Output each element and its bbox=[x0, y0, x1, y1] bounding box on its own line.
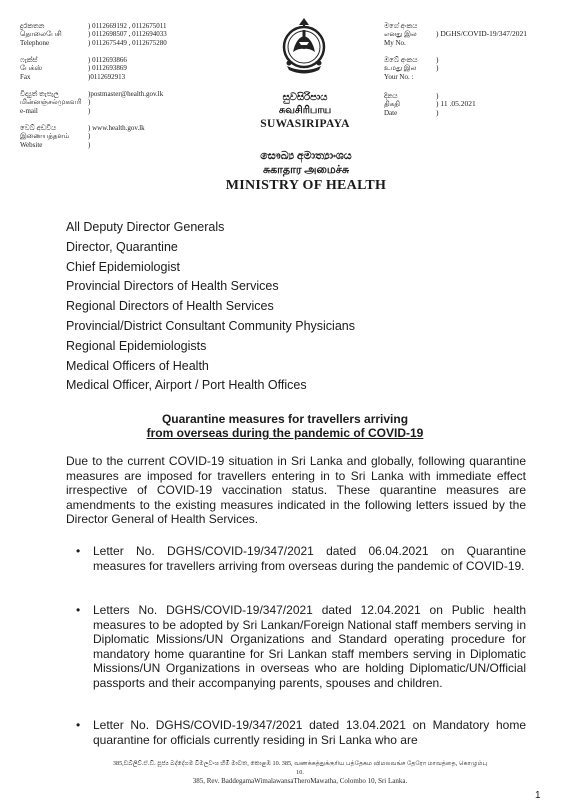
value: ) 0112693869 bbox=[88, 64, 127, 73]
value: ) bbox=[88, 98, 91, 107]
label: இணையத்தளம் bbox=[20, 132, 70, 141]
ref-your-no bbox=[384, 56, 564, 92]
label: Fax bbox=[20, 72, 31, 81]
ministry-ta: சுகாதார அமைச்சு bbox=[262, 164, 350, 176]
value: ) bbox=[436, 55, 439, 64]
value: ) bbox=[436, 91, 439, 100]
label: වෙබ් අඩවිය bbox=[20, 124, 57, 132]
label: உமது இல bbox=[384, 64, 417, 73]
bullet-text: Letters No. DGHS/COVID-19/347/2021 dated 12.04.2021 on Public health measures to be adopted by Sri Lankan/Foreign National staff members serving in Diplomatic Missions/UN Organizations and Standard operating procedure for mandatory home quarantine for Sri Lankan staff members serving in Diplomatic Missions/UN Organizations in overseas who are holding Diplomatic/UN/Official passports and their accompanying parents, spouses and children. bbox=[93, 603, 526, 690]
label: பேக்ஸ் bbox=[20, 64, 43, 73]
reference-number: ) DGHS/COVID-19/347/2021 bbox=[436, 29, 528, 38]
ref-my-no bbox=[384, 22, 564, 56]
label: மின்னஞ்சல்முகவரி bbox=[20, 98, 82, 107]
addressee: Medical Officers of Health bbox=[66, 358, 209, 373]
value: ) bbox=[88, 132, 91, 141]
value: ) bbox=[88, 140, 91, 149]
contact-fax bbox=[20, 56, 310, 90]
contact-telephone bbox=[20, 22, 310, 56]
label: Website bbox=[20, 140, 43, 149]
building-name bbox=[220, 92, 390, 131]
addressee: Provincial Directors of Health Services bbox=[66, 279, 279, 294]
bullet-icon: • bbox=[76, 544, 81, 558]
bullet-item bbox=[76, 718, 526, 747]
label: ෆැක්ස් bbox=[20, 56, 38, 64]
label: Telephone bbox=[20, 38, 50, 47]
ref-date bbox=[384, 92, 564, 126]
letter-subject bbox=[60, 412, 510, 440]
addressee: Regional Epidemiologists bbox=[66, 338, 207, 353]
building-name-en: SUWASIRIPAYA bbox=[260, 118, 350, 130]
date-value: ) 11 .05.2021 bbox=[436, 99, 476, 109]
value: ) 0112675449 , 0112675280 bbox=[88, 38, 167, 47]
label: මගේ අංකය bbox=[384, 22, 418, 30]
value: ) bbox=[88, 106, 91, 115]
label: Your No. : bbox=[384, 72, 414, 81]
label: ඔබේ අංකය bbox=[384, 56, 418, 64]
page-number: 1 bbox=[535, 790, 541, 801]
bullet-text: Letter No. DGHS/COVID-19/347/2021 dated 13.04.2021 on Mandatory home quarantine for officials currently residing in Sri Lanka who are bbox=[93, 718, 526, 747]
addressee-list bbox=[66, 218, 526, 396]
intro-paragraph: Due to the current COVID-19 situation in Sri Lanka and globally, following quarantine measures are imposed for travellers entering in to Sri Lanka with immediate effect irrespective of COVID-19 vaccination status. These quarantine measures are amendments to the existing measures indicated in the following letters issued by the Director General of Health Services. bbox=[66, 454, 526, 527]
label: e-mail bbox=[20, 106, 38, 115]
addressee: Director, Quarantine bbox=[66, 239, 178, 254]
label: දුරකතන bbox=[20, 22, 45, 30]
addressee: Provincial/District Consultant Community Physicians bbox=[66, 318, 355, 333]
value: ) bbox=[436, 63, 439, 73]
value: )0112692913 bbox=[88, 72, 126, 81]
label: විද්‍යුත් තැපැල bbox=[20, 90, 59, 98]
sri-lanka-emblem-icon bbox=[279, 16, 329, 78]
reference-block bbox=[384, 22, 564, 126]
subject-line-2: from overseas during the pandemic of COVID-19 bbox=[146, 426, 424, 440]
building-name-ta: சுவசிரிபாய bbox=[278, 105, 332, 116]
value: ) 0112698507 , 0112694033 bbox=[88, 30, 167, 39]
footer-address bbox=[110, 759, 490, 786]
label: දිනය bbox=[384, 92, 398, 100]
addressee: All Deputy Director Generals bbox=[66, 220, 225, 234]
bullet-icon: • bbox=[76, 718, 81, 732]
addressee: Chief Epidemiologist bbox=[66, 259, 180, 274]
bullet-item bbox=[76, 544, 526, 573]
addressee: Medical Officer, Airport / Port Health Offices bbox=[66, 378, 307, 393]
bullet-item bbox=[76, 603, 526, 691]
bullet-text: Letter No. DGHS/COVID-19/347/2021 dated 06.04.2021 on Quarantine measures for travellers arriving from overseas during the pandemic of COVID-19. bbox=[93, 544, 526, 573]
addressee: Regional Directors of Health Services bbox=[66, 299, 274, 314]
value: )postmaster@health.gov.lk bbox=[88, 90, 164, 98]
subject-line-1: Quarantine measures for travellers arriving bbox=[161, 412, 409, 426]
value: ) 0112669192 , 0112675011 bbox=[88, 22, 167, 30]
label: திகதி bbox=[384, 100, 400, 109]
value: ) bbox=[436, 107, 439, 117]
contact-block bbox=[20, 22, 310, 158]
ministry-title bbox=[196, 150, 416, 194]
label: தொலைபேசி bbox=[20, 30, 62, 39]
building-name-si: සුවසිරිපාය bbox=[282, 92, 328, 103]
footer-line-2: 385, Rev. BaddegamaWimalawansaTheroMawatha, Colombo 10, Sri Lanka. bbox=[192, 777, 408, 785]
bullet-icon: • bbox=[76, 603, 81, 617]
ministry-en: MINISTRY OF HEALTH bbox=[225, 178, 387, 193]
footer-line-1: 385,ඩබ්ලිව්.ඒ.ඩී. පූජ්‍ය බද්දේගම විමලවංශ හිමි මාවත, කොළඹ 10. 385, வணக்கத்துக்குரிய பத்தேகம விமலவங்ச தேரோ மாவத்தை, கொழும்பு 10. bbox=[112, 760, 488, 776]
label: My No. bbox=[384, 38, 406, 47]
label: Date bbox=[384, 108, 398, 117]
value: ) www.health.gov.lk bbox=[88, 124, 145, 132]
ministry-si: සෞඛ්‍ය අමාත්‍යාංශය bbox=[260, 150, 352, 162]
label: எனது இல bbox=[384, 30, 417, 39]
value: ) 0112693866 bbox=[88, 56, 127, 64]
